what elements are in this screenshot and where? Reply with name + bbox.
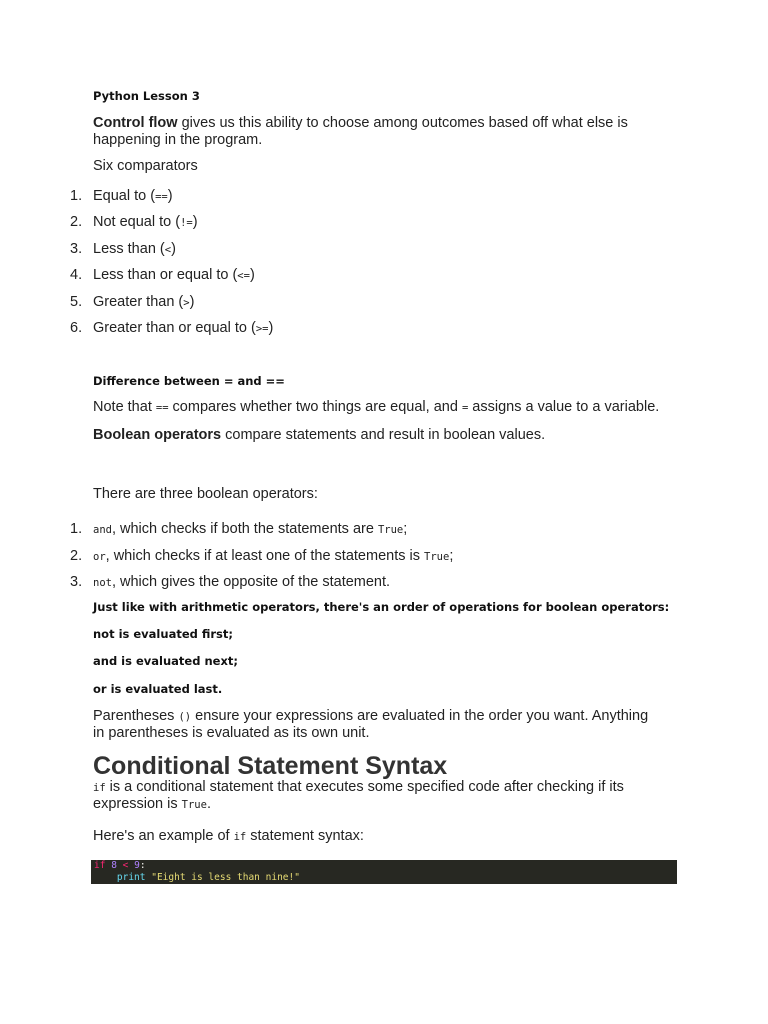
boolean-paragraph: Boolean operators compare statements and result in boolean values. (93, 427, 546, 443)
intro-line-1 (93, 115, 628, 132)
comparators-heading: Six comparators (93, 158, 198, 174)
list-number: 4. (70, 267, 83, 283)
list-text: Not equal to (!=) (93, 214, 198, 230)
list-number: 2. (70, 548, 83, 564)
list-text: or, which checks if at least one of the statements is True; (93, 548, 454, 564)
list-text: Greater than or equal to (>=) (93, 320, 274, 336)
list-number: 2. (70, 214, 83, 230)
intro-text-1: gives us this ability to choose among outcomes based off what else is (177, 115, 628, 131)
list-number: 1. (70, 521, 83, 537)
control-flow-term: Control flow (93, 115, 178, 131)
code-line-2: print "Eight is less than nine!" (116, 872, 300, 883)
list-text: not, which gives the opposite of the statement. (93, 574, 391, 590)
difference-heading: Difference between = and == (93, 374, 285, 388)
code-block (91, 860, 677, 884)
note-paragraph: Note that == compares whether two things are equal, and = assigns a value to a variable. (93, 399, 660, 415)
order-item-not: not is evaluated first; (93, 627, 233, 641)
intro-line-2: happening in the program. (93, 132, 263, 148)
conditional-line-1: if is a conditional statement that executes some specified code after checking if its (93, 779, 624, 795)
list-text: Less than (<) (93, 241, 176, 257)
conditional-heading: Conditional Statement Syntax (93, 752, 448, 780)
example-intro: Here's an example of if statement syntax: (93, 828, 364, 844)
list-number: 1. (70, 188, 83, 204)
parentheses-line-1: Parentheses () ensure your expressions are evaluated in the order you want. Anything (93, 708, 649, 724)
order-heading: Just like with arithmetic operators, there's an order of operations for boolean operators: (93, 600, 670, 614)
three-operators-text: There are three boolean operators: (93, 486, 318, 502)
parentheses-line-2: in parentheses is evaluated as its own unit. (93, 725, 370, 741)
lesson-title: Python Lesson 3 (93, 89, 200, 103)
list-text: Greater than (>) (93, 294, 195, 310)
order-item-or: or is evaluated last. (93, 682, 223, 696)
boolean-operators-term: Boolean operators (93, 427, 222, 443)
order-item-and: and is evaluated next; (93, 654, 238, 668)
list-text: Equal to (==) (93, 188, 173, 204)
list-number: 5. (70, 294, 83, 310)
conditional-line-2: expression is True. (93, 796, 211, 812)
list-text: and, which checks if both the statements are True; (93, 521, 408, 537)
list-number: 3. (70, 241, 83, 257)
list-number: 6. (70, 320, 83, 336)
code-line-1: if 8 < 9: (94, 860, 146, 871)
list-number: 3. (70, 574, 83, 590)
list-text: Less than or equal to (<=) (93, 267, 255, 283)
